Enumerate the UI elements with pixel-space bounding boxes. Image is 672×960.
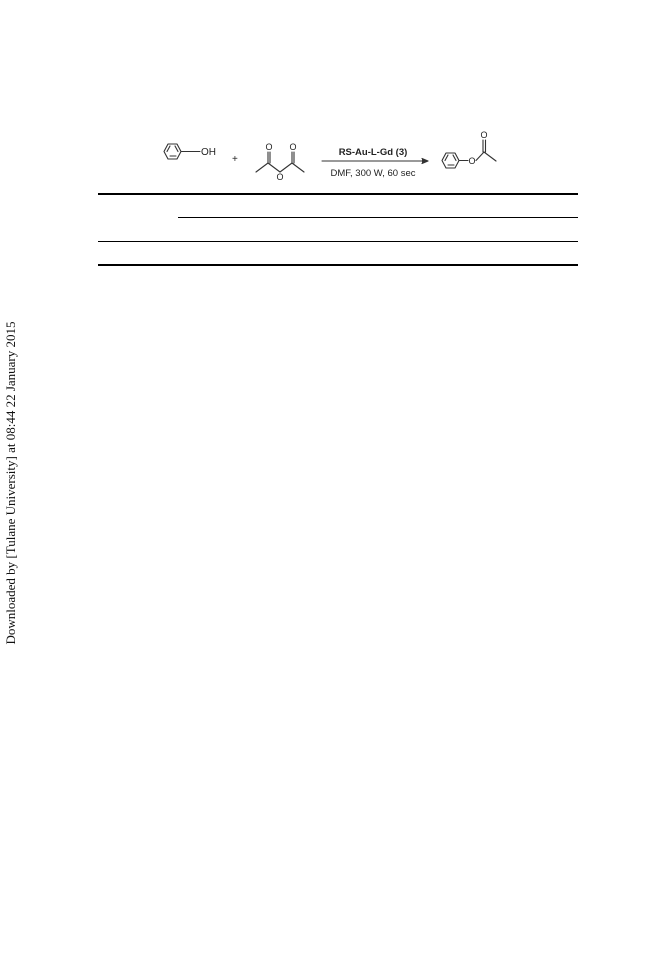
anhydride-carbonyl-o-left: O	[265, 142, 273, 152]
table-header-rule	[98, 241, 578, 242]
download-watermark-text: Downloaded by [Tulane University] at 08:44 22 January 2015	[3, 321, 18, 645]
plus-sign: +	[232, 154, 238, 165]
product-ester-o: O	[468, 156, 476, 166]
anhydride-bridge-o: O	[276, 172, 284, 182]
reaction-arrow	[322, 159, 428, 164]
reaction-scheme	[150, 125, 530, 185]
phenol-structure	[164, 144, 200, 159]
catalyst-label: RS-Au-L-Gd (3)	[338, 147, 408, 158]
anhydride-carbonyl-o-right: O	[289, 142, 297, 152]
table-spanner-rule	[178, 217, 578, 218]
table-top-rule	[98, 193, 578, 195]
table-bottom-rule	[98, 264, 578, 266]
reaction-scheme-graphic	[150, 125, 530, 185]
phenol-oh-label: OH	[201, 147, 216, 158]
anhydride-structure	[256, 152, 304, 172]
product-carbonyl-o: O	[480, 130, 488, 140]
conditions-label: DMF, 300 W, 60 sec	[330, 168, 416, 179]
download-watermark	[3, 318, 19, 648]
